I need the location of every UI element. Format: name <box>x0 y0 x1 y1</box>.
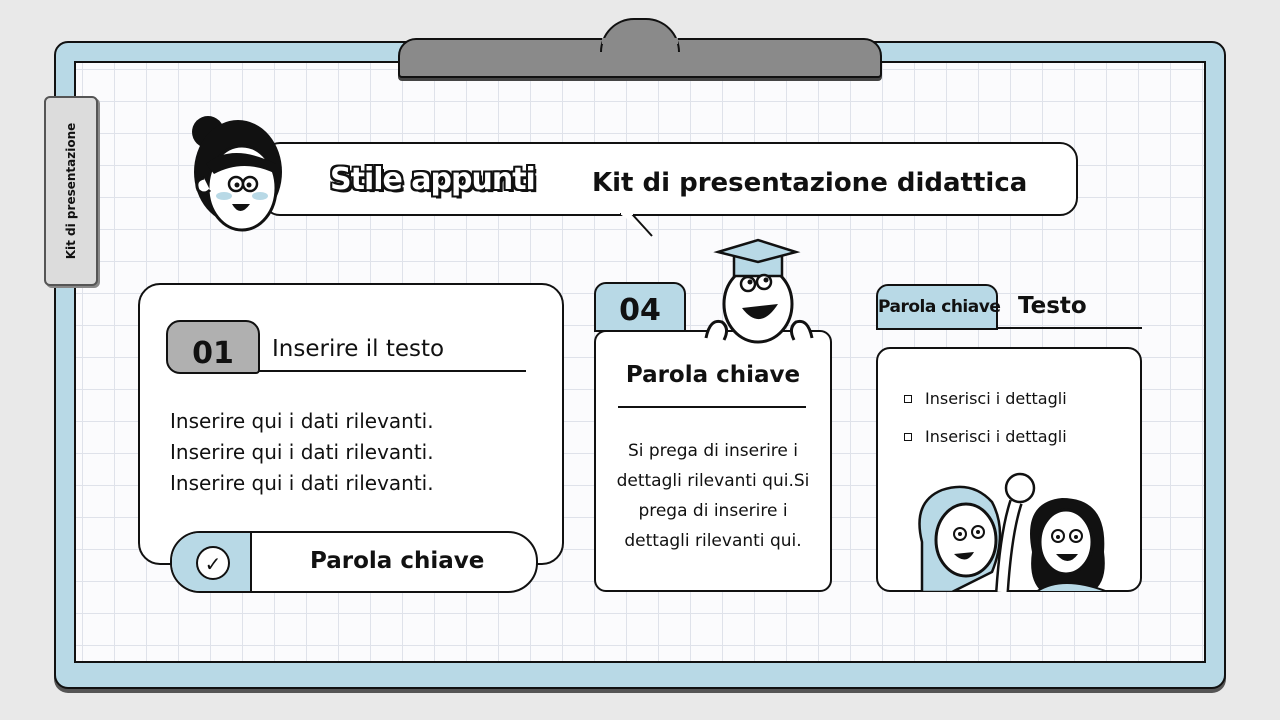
list-item[interactable]: Inserisci i dettagli <box>904 418 1067 456</box>
card-01-line: Inserire qui i dati rilevanti. <box>170 409 434 433</box>
graduate-mascot-icon <box>700 238 818 346</box>
page-title: Kit di presentazione didattica <box>592 168 1028 198</box>
card-04-number: 04 <box>594 282 686 332</box>
girl-avatar-icon <box>184 114 288 236</box>
card-3-label[interactable]: Testo <box>1018 293 1087 319</box>
clipboard-clip-knob <box>600 18 680 52</box>
list-item[interactable]: Inserisci i dettagli <box>904 380 1067 418</box>
keyword-pill[interactable]: Parola chiave <box>876 284 998 330</box>
card-04-divider <box>618 406 806 408</box>
card-01-underline <box>258 370 526 372</box>
detail-list <box>904 380 1067 456</box>
card-01-number: 01 <box>166 320 260 374</box>
speech-bubble-tail <box>620 212 654 238</box>
outlined-title: Stile appunti <box>330 162 535 197</box>
keyword-bar-label: Parola chiave <box>310 548 485 574</box>
keyword-bar[interactable] <box>170 531 538 593</box>
card-04-body[interactable]: Si prega di inserire i dettagli rilevanti qui.Si prega di inserire i dettagli rilevanti qui. <box>616 441 810 551</box>
checkmark-icon: ✓ <box>196 546 230 580</box>
card-01-body[interactable] <box>170 406 434 499</box>
card-01-heading[interactable]: Inserire il testo <box>272 336 445 362</box>
cheering-kids-icon <box>912 462 1140 592</box>
card-01-line: Inserire qui i dati rilevanti. <box>170 471 434 495</box>
card-01-line: Inserire qui i dati rilevanti. <box>170 440 434 464</box>
side-tab[interactable] <box>44 96 98 286</box>
card-3-underline <box>996 327 1142 329</box>
side-tab-label: Kit di presentazione <box>64 122 78 260</box>
card-04-title[interactable]: Parola chiave <box>625 362 801 388</box>
